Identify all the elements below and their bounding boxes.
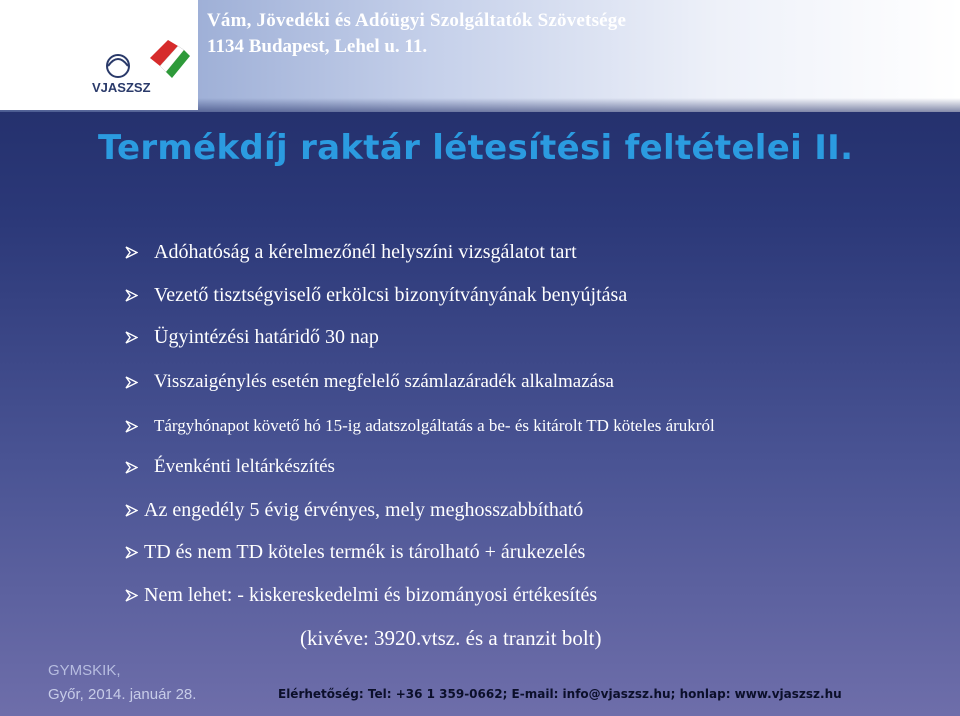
arrow-bullet-icon [125,461,138,474]
bullet-text: Évenkénti leltárkészítés [154,456,335,477]
bullet-item [125,584,597,607]
bullet-text: Vezető tisztségviselő erkölcsi bizonyítványának benyújtása [154,284,628,306]
arrow-bullet-icon [125,331,138,344]
bullet-item [125,456,335,478]
org-address: 1134 Budapest, Lehel u. 11. [207,36,428,57]
bullet-item [125,416,715,436]
arrow-bullet-icon [125,546,138,559]
arrow-bullet-icon [125,246,138,259]
arrow-bullet-icon [125,589,138,602]
footer-org: GYMSKIK, [48,662,121,679]
footer-contact: Elérhetőség: Tel: +36 1 359-0662; E-mail: info@vjaszsz.hu; honlap: www.vjaszsz.hu [278,687,842,701]
bullet-item [125,326,379,349]
bullet-sub-line: (kivéve: 3920.vtsz. és a tranzit bolt) [300,626,602,650]
arrow-bullet-icon [125,504,138,517]
bullet-text: Adóhatóság a kérelmezőnél helyszíni vizsgálatot tart [154,241,577,263]
footer-date: Győr, 2014. január 28. [48,686,197,703]
bullet-text: Visszaigénylés esetén megfelelő számlazáradék alkalmazása [154,371,614,392]
arrow-bullet-icon [125,420,138,433]
logo [0,0,198,110]
bullet-text: Ügyintézési határidő 30 nap [154,326,379,348]
logo-text: VJASZSZ [92,80,151,95]
bullet-text: TD és nem TD köteles termék is tárolható + árukezelés [144,541,586,563]
slide-title: Termékdíj raktár létesítési feltételei II. [98,128,854,168]
bullet-item [125,241,577,264]
bullet-text: Nem lehet: - kiskereskedelmi és bizományosi értékesítés [144,584,598,606]
bullet-item [125,371,614,393]
bullet-text: Tárgyhónapot követő hó 15-ig adatszolgáltatás a be- és kitárolt TD köteles árukról [154,416,715,435]
arrow-bullet-icon [125,289,138,302]
arrow-bullet-icon [125,376,138,389]
bullet-item [125,541,585,564]
bullet-text: Az engedély 5 évig érvényes, mely meghosszabbítható [144,499,584,521]
bullet-item [125,499,583,522]
bullet-item [125,284,627,307]
org-name: Vám, Jövedéki és Adóügyi Szolgáltatók Szövetsége [207,10,627,31]
